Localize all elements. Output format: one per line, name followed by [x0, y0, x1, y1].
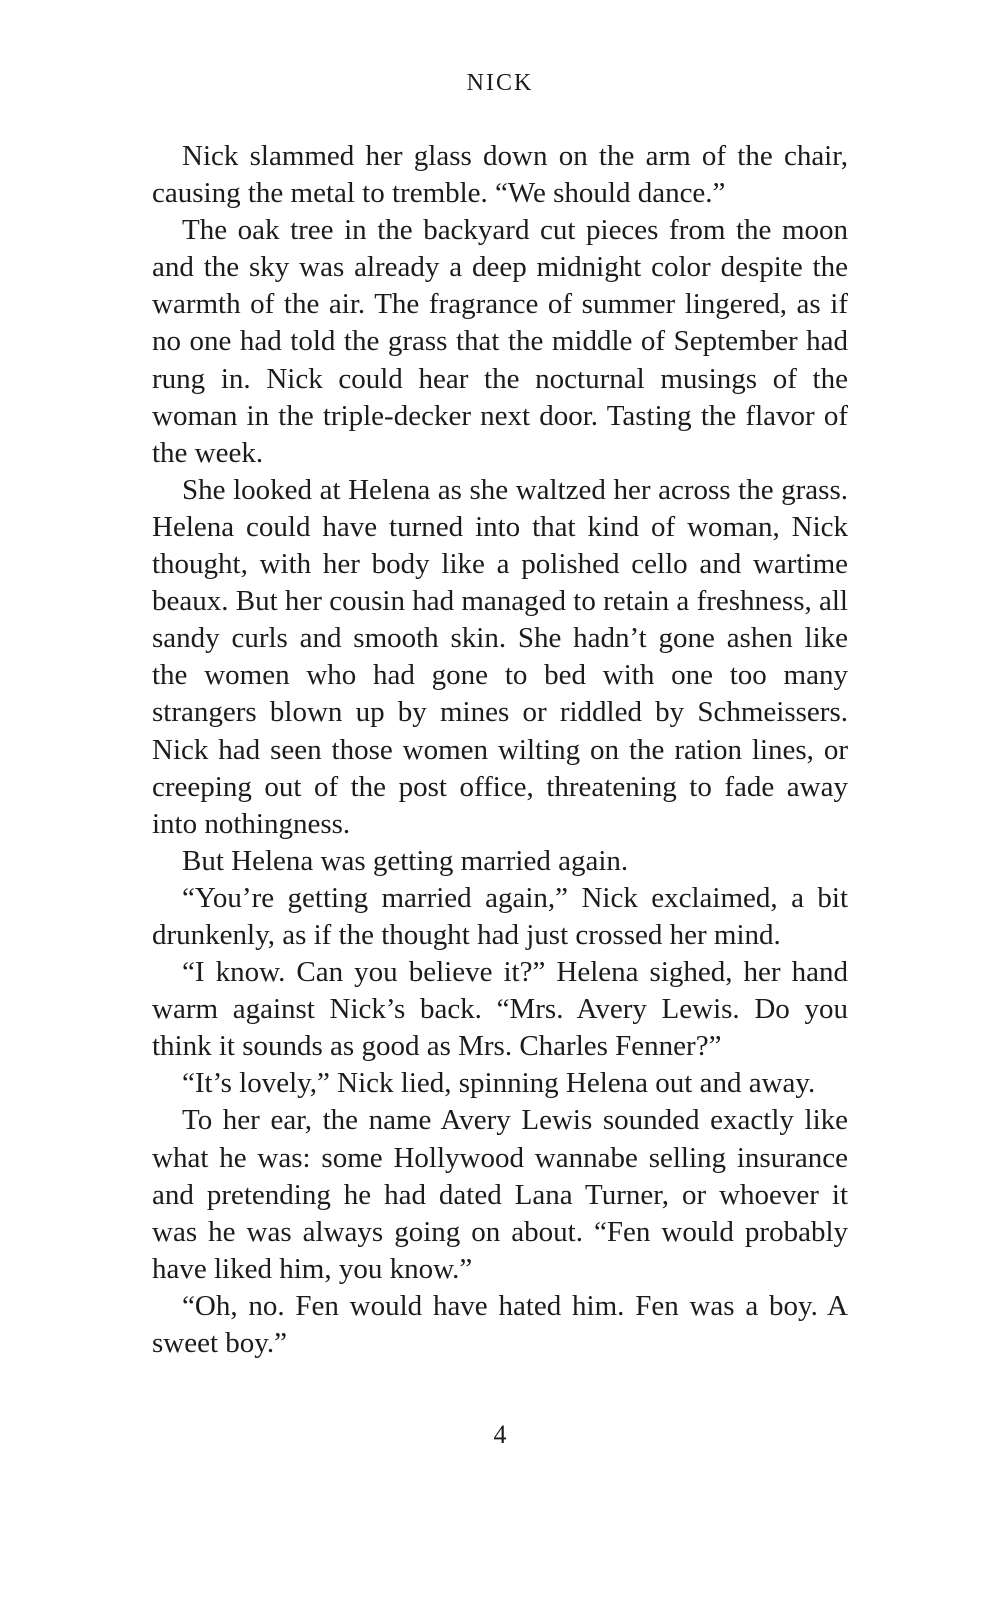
body-text: [152, 138, 848, 1362]
paragraph: “You’re getting married again,” Nick exclaimed, a bit drunkenly, as if the thought had just crossed her mind.: [152, 881, 848, 951]
paragraph: She looked at Helena as she waltzed her across the grass. Helena could have turned into that kind of woman, Nick thought, with her body like a polished cello and wartime beaux. But her cousin had managed to retain a freshness, all sandy curls and smooth skin. She hadn’t gone ashen like the women who had gone to bed with one too many strangers blown up by mines or riddled by Schmeissers. Nick had seen those women wilting on the ration lines, or creeping out of the post office, threatening to fade away into nothingness.: [152, 473, 848, 840]
paragraph: The oak tree in the backyard cut pieces from the moon and the sky was already a deep midnight color despite the warmth of the air. The fragrance of summer lingered, as if no one had told the grass that the middle of September had rung in. Nick could hear the nocturnal musings of the woman in the triple-decker next door. Tasting the flavor of the week.: [152, 214, 848, 469]
page-number: 4: [493, 1420, 507, 1449]
paragraph: “It’s lovely,” Nick lied, spinning Helena out and away.: [182, 1067, 816, 1100]
paragraph: To her ear, the name Avery Lewis sounded exactly like what he was: some Hollywood wannabe selling insurance and pretending he had dated Lana Turner, or whoever it was he was always going on about. “Fen would probably have liked him, you know.”: [152, 1104, 848, 1285]
paragraph: “Oh, no. Fen would have hated him. Fen was a boy. A sweet boy.”: [152, 1289, 848, 1359]
running-head: NICK: [466, 70, 534, 96]
paragraph: Nick slammed her glass down on the arm of the chair, causing the metal to tremble. “We should dance.”: [152, 140, 848, 210]
paragraph: “I know. Can you believe it?” Helena sighed, her hand warm against Nick’s back. “Mrs. Avery Lewis. Do you think it sounds as good as Mrs. Charles Fenner?”: [152, 956, 848, 1063]
paragraph: But Helena was getting married again.: [182, 844, 629, 877]
